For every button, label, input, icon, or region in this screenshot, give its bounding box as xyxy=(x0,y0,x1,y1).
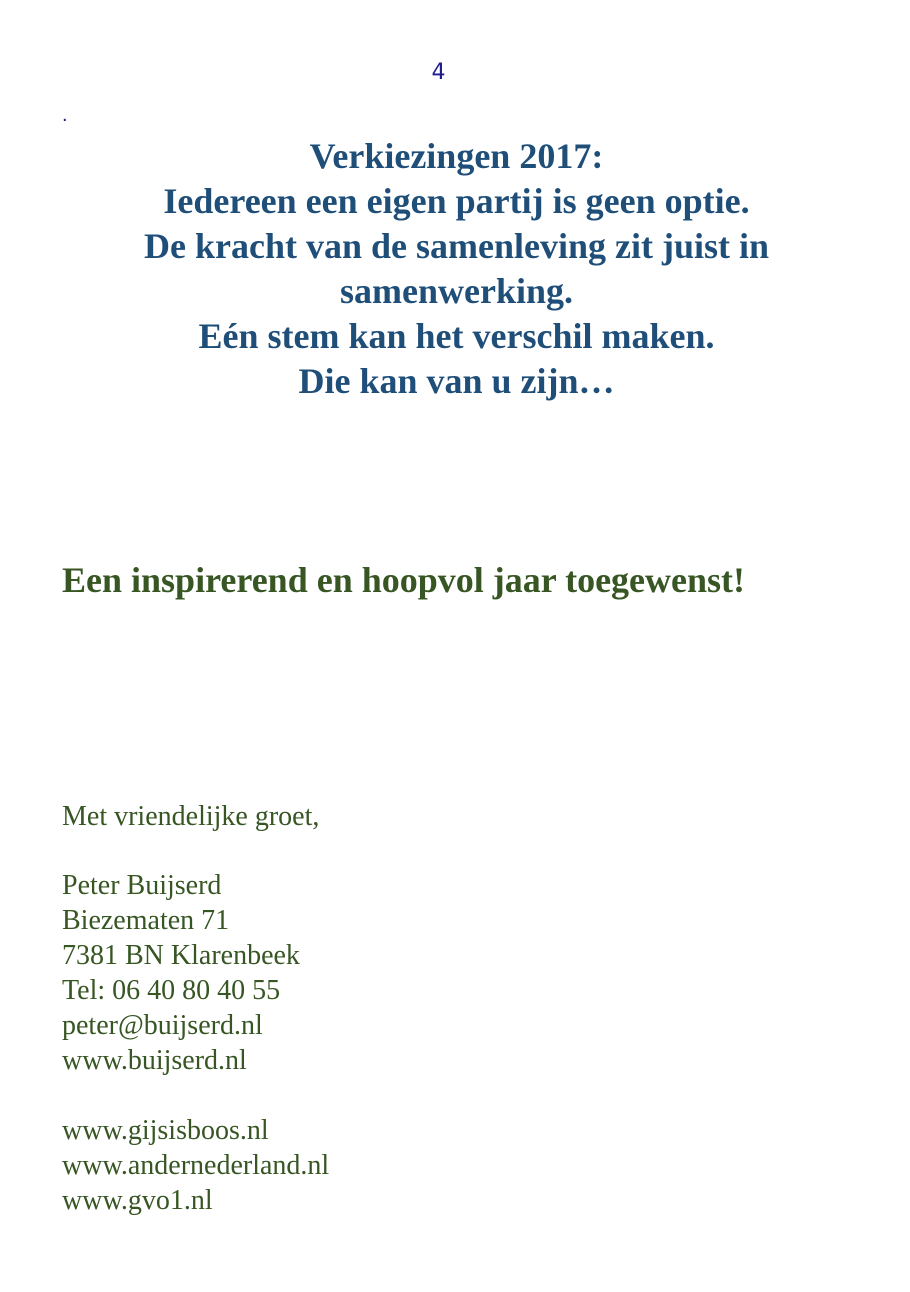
page-number: 4 xyxy=(431,60,446,85)
headline-block xyxy=(40,134,873,404)
greeting-text: Met vriendelijke groet, xyxy=(62,801,320,832)
headline-line-5: Eén stem kan het verschil maken. xyxy=(198,316,715,356)
links-block xyxy=(62,1113,329,1218)
link-gvo1: www.gvo1.nl xyxy=(62,1185,213,1216)
headline-line-2: Iedereen een eigen partij is geen optie. xyxy=(163,181,750,221)
contact-phone: Tel: 06 40 80 40 55 xyxy=(62,975,281,1006)
headline-line-6: Die kan van u zijn… xyxy=(298,361,615,401)
link-andernederland: www.andernederland.nl xyxy=(62,1150,330,1181)
contact-city: 7381 BN Klarenbeek xyxy=(62,940,300,971)
contact-block xyxy=(62,868,300,1078)
contact-email: peter@buijserd.nl xyxy=(62,1010,263,1041)
headline-line-4: samenwerking. xyxy=(340,271,573,311)
closing-greeting xyxy=(62,799,319,834)
stray-dot: . xyxy=(62,104,68,126)
contact-website: www.buijserd.nl xyxy=(62,1045,247,1076)
contact-street: Biezematen 71 xyxy=(62,905,230,936)
contact-name: Peter Buijserd xyxy=(62,870,222,901)
headline-line-3: De kracht van de samenleving zit juist in xyxy=(144,226,769,266)
link-gijsisboos: www.gijsisboos.nl xyxy=(62,1115,269,1146)
new-year-wish: Een inspirerend en hoopvol jaar toegewenst! xyxy=(62,560,746,600)
headline-line-1: Verkiezingen 2017: xyxy=(309,136,604,176)
